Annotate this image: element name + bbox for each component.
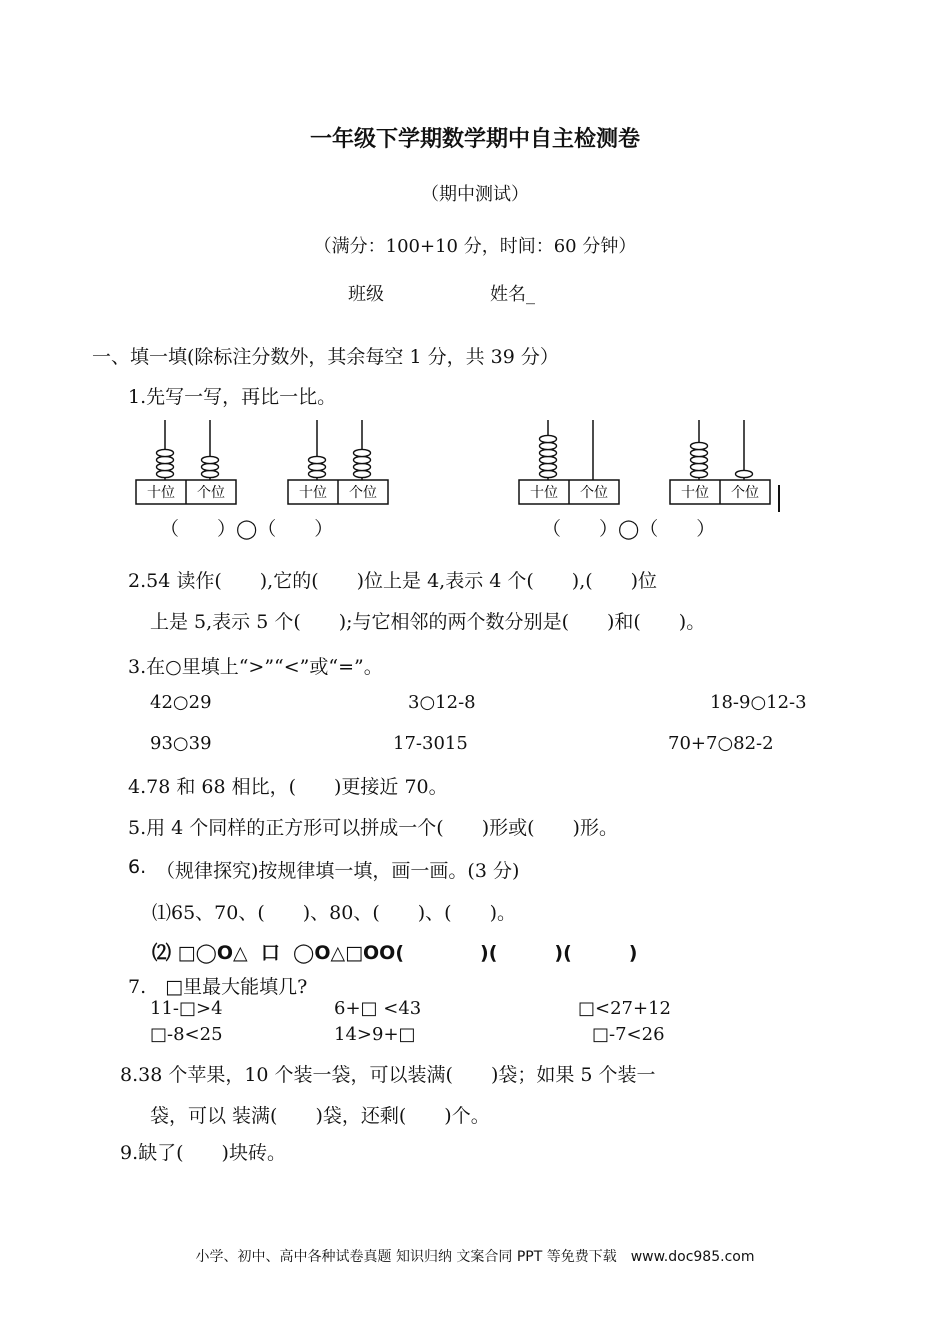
tens-label: 十位	[299, 485, 327, 501]
ones-bead	[202, 463, 219, 470]
ones-bead	[736, 470, 753, 477]
tens-label: 十位	[681, 485, 709, 501]
question-8-line-1: 8.38 个苹果，10 个装一袋，可以装满( )袋；如果 5 个装一	[120, 1064, 656, 1086]
tens-bead	[691, 456, 708, 463]
tens-bead	[309, 456, 326, 463]
tens-bead	[157, 463, 174, 470]
q7-item-3: □<27+12	[578, 998, 671, 1019]
tens-bead	[691, 442, 708, 449]
q7-item-4: □-8<25	[150, 1024, 223, 1045]
q3-item-2: 3○12-8	[408, 692, 476, 713]
question-6-number: 6.	[128, 856, 147, 878]
tens-bead	[309, 463, 326, 470]
tens-bead	[157, 449, 174, 456]
abacus-2	[286, 418, 390, 508]
abacus-rods	[165, 420, 210, 480]
question-1: 1.先写一写，再比一比。	[128, 386, 337, 408]
tens-bead	[691, 470, 708, 477]
tens-label: 十位	[147, 485, 175, 501]
tens-bead	[540, 456, 557, 463]
tens-beads	[309, 456, 326, 477]
tens-bead	[540, 470, 557, 477]
ones-label: 个位	[580, 485, 608, 501]
compare-blank-left[interactable]: （ ）◯（ ）	[160, 518, 334, 540]
abacus-rods	[317, 420, 362, 480]
question-8-line-2: 袋，可以 装满( )袋，还剩( )个。	[150, 1105, 490, 1127]
tens-bead	[157, 470, 174, 477]
q7-item-2: 6+□ <43	[334, 998, 422, 1019]
q3-item-5: 17-3015	[393, 733, 468, 754]
ones-beads	[354, 449, 371, 477]
question-2-line-2: 上是 5,表示 5 个( );与它相邻的两个数分别是( )和( )。	[150, 611, 706, 633]
exam-type: （期中测试）	[421, 184, 529, 205]
ones-bead	[354, 449, 371, 456]
ones-bead	[354, 463, 371, 470]
tens-beads	[691, 442, 708, 477]
question-7: 7. □里最大能填几?	[128, 976, 308, 998]
page-title: 一年级下学期数学期中自主检测卷	[309, 127, 640, 152]
ones-label: 个位	[731, 485, 759, 501]
ones-label: 个位	[349, 485, 377, 501]
tens-bead	[691, 449, 708, 456]
ones-bead	[202, 456, 219, 463]
ones-label: 个位	[197, 485, 225, 501]
q7-item-6: □-7<26	[592, 1024, 665, 1045]
tens-bead	[540, 442, 557, 449]
text-cursor	[778, 485, 780, 512]
class-label: 班级	[348, 284, 384, 305]
question-4: 4.78 和 68 相比，( )更接近 70。	[128, 776, 448, 798]
name-label: 姓名_	[490, 284, 535, 305]
tens-beads	[540, 435, 557, 477]
ones-bead	[354, 456, 371, 463]
abacus-3	[517, 418, 621, 508]
q7-item-1: 11-□>4	[150, 998, 223, 1019]
abacus-rods	[548, 420, 593, 480]
ones-beads	[202, 456, 219, 477]
ones-bead	[202, 470, 219, 477]
question-6-part-1: ⑴65、70、( )、80、( )、( )。	[152, 902, 517, 924]
abacus-4	[668, 418, 772, 508]
question-6: （规律探究)按规律填一填，画一画。(3 分)	[156, 860, 520, 882]
question-3: 3.在○里填上“>”“<”或“=”。	[128, 656, 383, 678]
q3-item-4: 93○39	[150, 733, 212, 754]
question-5: 5.用 4 个同样的正方形可以拼成一个( )形或( )形。	[128, 817, 618, 839]
question-6-part-2: ⑵ □◯O△ 口 ◯O△□OO( )( )( )	[152, 942, 638, 964]
question-2-line-1: 2.54 读作( ),它的( )位上是 4,表示 4 个( ),( )位	[128, 570, 658, 592]
footer-text: 小学、初中、高中各种试卷真题 知识归纳 文案合同 PPT 等免费下载 www.doc985.com	[195, 1249, 755, 1265]
abacus-1	[134, 418, 238, 508]
tens-bead	[540, 435, 557, 442]
q7-item-5: 14>9+□	[334, 1024, 416, 1045]
compare-blank-right[interactable]: （ ）◯（ ）	[542, 518, 716, 540]
ones-bead	[354, 470, 371, 477]
question-9: 9.缺了( )块砖。	[120, 1142, 286, 1164]
tens-label: 十位	[530, 485, 558, 501]
tens-bead	[157, 456, 174, 463]
section-heading: 一、填一填(除标注分数外，其余每空 1 分，共 39 分）	[92, 346, 559, 368]
score-and-time: （满分：100+10 分，时间：60 分钟）	[313, 236, 637, 257]
tens-bead	[540, 463, 557, 470]
abacus-rods	[699, 420, 744, 480]
ones-beads	[736, 470, 753, 477]
tens-beads	[157, 449, 174, 477]
tens-bead	[309, 470, 326, 477]
q3-item-3: 18-9○12-3	[710, 692, 807, 713]
tens-bead	[691, 463, 708, 470]
q3-item-6: 70+7○82-2	[668, 733, 774, 754]
tens-bead	[540, 449, 557, 456]
q3-item-1: 42○29	[150, 692, 212, 713]
